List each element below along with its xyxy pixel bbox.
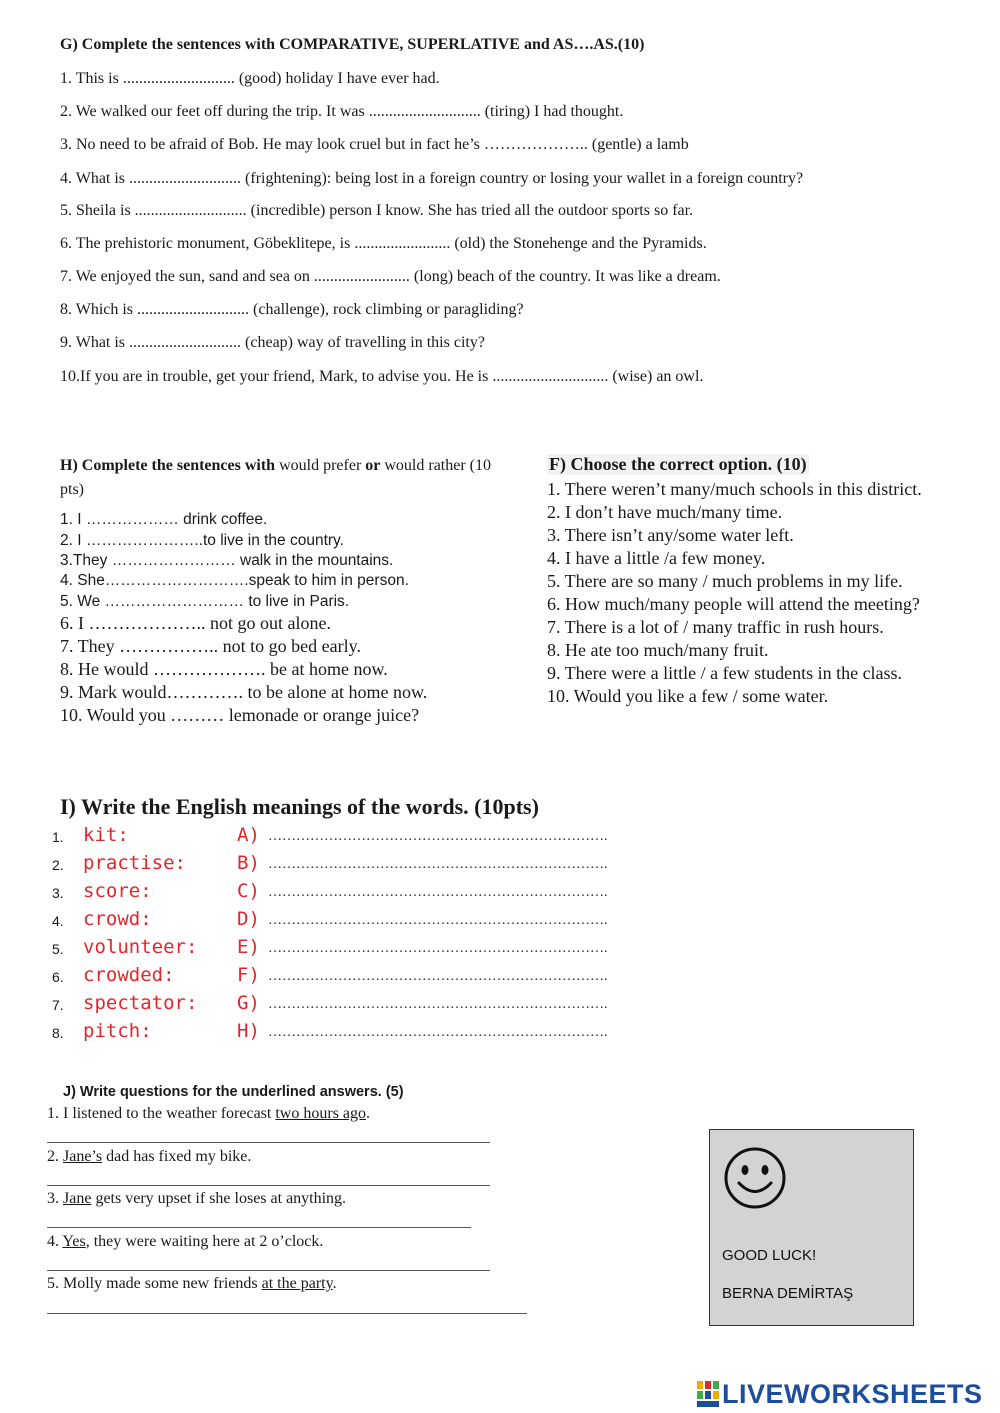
vocab-word-2: practise: <box>83 852 186 874</box>
section-h-item-3: 3.They …………………… walk in the mountains. <box>60 552 394 569</box>
vocab-letter-4: D) <box>237 908 260 930</box>
vocab-word-3: score: <box>83 880 152 902</box>
section-h-title <box>60 454 500 502</box>
vocab-answer-line-5[interactable]: ………………………………………………………………. <box>268 941 608 956</box>
section-h-title-phrase1: would prefer <box>275 457 366 474</box>
section-h-title-or: or <box>365 457 381 474</box>
section-g-item-9: 9. What is ............................ (cheap) way of travelling in this city? <box>60 334 485 351</box>
section-f-item-3: 3. There isn’t any/some water left. <box>547 525 794 545</box>
section-g-item-2: 2. We walked our feet off during the trip. It was ............................ (tiring) I had thought. <box>60 103 624 120</box>
vocab-word-5: volunteer: <box>83 936 198 958</box>
section-g-item-5: 5. Sheila is ............................ (incredible) person I know. She has tried all the outdoor sports so far. <box>60 202 694 219</box>
j2-post: dad has fixed my bike. <box>102 1148 252 1165</box>
j4-underlined: Yes <box>62 1233 86 1250</box>
j2-pre: 2. <box>47 1148 63 1165</box>
vocab-number-4: 4. <box>52 913 64 929</box>
j5-answer-line[interactable] <box>47 1313 527 1314</box>
section-h-item-7: 7. They …………….. not to go bed early. <box>60 636 361 656</box>
vocab-letter-5: E) <box>237 936 260 958</box>
section-g-title: G) Complete the sentences with COMPARATIVE, SUPERLATIVE and AS….AS.(10) <box>60 36 645 53</box>
vocab-number-8: 8. <box>52 1025 64 1041</box>
vocab-letter-8: H) <box>237 1020 260 1042</box>
author-name: BERNA DEMİRTAŞ <box>722 1285 854 1302</box>
section-f-item-8: 8. He ate too much/many fruit. <box>547 640 769 660</box>
vocab-number-6: 6. <box>52 969 64 985</box>
vocab-answer-line-4[interactable]: ………………………………………………………………. <box>268 913 608 928</box>
section-h-item-2: 2. I …………………..to live in the country. <box>60 532 344 549</box>
good-luck-text: GOOD LUCK! <box>722 1247 817 1264</box>
j1-post: . <box>366 1105 371 1122</box>
vocab-letter-6: F) <box>237 964 260 986</box>
vocab-number-5: 5. <box>52 941 64 957</box>
section-g-item-7: 7. We enjoyed the sun, sand and sea on ........................ (long) beach of the country. It was like a dream. <box>60 268 721 285</box>
j5-underlined: at the party <box>261 1275 333 1292</box>
section-h-title-phrase2: would rather (10 pts) <box>60 457 492 498</box>
vocab-number-7: 7. <box>52 997 64 1013</box>
j3-answer-line[interactable] <box>47 1227 471 1228</box>
vocab-answer-line-8[interactable]: ………………………………………………………………. <box>268 1025 608 1040</box>
liveworksheets-logo-text: LIVEWORKSHEETS <box>722 1378 983 1409</box>
j2-underlined: Jane’s <box>63 1148 103 1165</box>
j5-pre: 5. Molly made some new friends <box>47 1275 262 1292</box>
j4-pre: 4. <box>47 1233 63 1250</box>
section-f-item-4: 4. I have a little /a few money. <box>547 548 766 568</box>
vocab-answer-line-2[interactable]: ………………………………………………………………. <box>268 857 608 872</box>
vocab-word-1: kit: <box>83 824 129 846</box>
vocab-answer-line-6[interactable]: ………………………………………………………………. <box>268 969 608 984</box>
j4-answer-line[interactable] <box>47 1270 490 1271</box>
vocab-answer-line-3[interactable]: ………………………………………………………………. <box>268 885 608 900</box>
j3-post: gets very upset if she loses at anything. <box>91 1190 347 1207</box>
vocab-word-4: crowd: <box>83 908 152 930</box>
j1-underlined: two hours ago <box>275 1105 367 1122</box>
j2-answer-line[interactable] <box>47 1185 490 1186</box>
section-f-item-6: 6. How much/many people will attend the meeting? <box>547 594 920 614</box>
vocab-letter-3: C) <box>237 880 260 902</box>
section-j-title: J) Write questions for the underlined answers. (5) <box>63 1084 404 1100</box>
vocab-letter-2: B) <box>237 852 260 874</box>
section-h-item-8: 8. He would ………………. be at home now. <box>60 659 388 679</box>
section-j-item-5 <box>47 1275 337 1293</box>
section-f-item-5: 5. There are so many / much problems in my life. <box>547 571 903 591</box>
section-f-item-2: 2. I don’t have much/many time. <box>547 502 783 522</box>
section-j-item-3 <box>47 1190 346 1208</box>
section-h-item-10: 10. Would you ……… lemonade or orange juice? <box>60 705 420 725</box>
section-h-title-bold: H) Complete the sentences with <box>60 457 276 474</box>
section-f-item-10: 10. Would you like a few / some water. <box>547 686 829 706</box>
section-g-item-8: 8. Which is ............................ (challenge), rock climbing or paragliding? <box>60 301 524 318</box>
section-g-item-4: 4. What is ............................ (frightening): being lost in a foreign country or losing your wallet in a foreign country? <box>60 170 804 187</box>
section-j-item-2 <box>47 1148 251 1166</box>
section-f-item-1: 1. There weren’t many/much schools in this district. <box>547 479 922 499</box>
section-f-title: F) Choose the correct option. (10) <box>549 454 807 474</box>
section-j-item-1 <box>47 1105 370 1123</box>
vocab-answer-line-1[interactable]: ………………………………………………………………. <box>268 829 608 844</box>
vocab-number-3: 3. <box>52 885 64 901</box>
j1-answer-line[interactable] <box>47 1142 490 1143</box>
section-h-item-9: 9. Mark would…………. to be alone at home now. <box>60 682 428 702</box>
j3-pre: 3. <box>47 1190 63 1207</box>
section-h-item-6: 6. I ……………….. not go out alone. <box>60 613 331 633</box>
section-i-title: I) Write the English meanings of the words. (10pts) <box>60 794 539 819</box>
section-g-item-10: 10.If you are in trouble, get your friend, Mark, to advise you. He is ............................. (wise) an owl. <box>60 368 704 385</box>
vocab-word-8: pitch: <box>83 1020 152 1042</box>
j4-post: , they were waiting here at 2 o’clock. <box>85 1233 324 1250</box>
section-g-item-3: 3. No need to be afraid of Bob. He may look cruel but in fact he’s ……………….. (gentle) a lamb <box>60 136 689 153</box>
vocab-answer-line-7[interactable]: ………………………………………………………………. <box>268 997 608 1012</box>
section-j-item-4 <box>47 1233 323 1251</box>
vocab-letter-1: A) <box>237 824 260 846</box>
section-f-item-7: 7. There is a lot of / many traffic in rush hours. <box>547 617 884 637</box>
vocab-letter-7: G) <box>237 992 260 1014</box>
section-h-item-4: 4. She……………………….speak to him in person. <box>60 572 409 589</box>
vocab-word-6: crowded: <box>83 964 175 986</box>
section-h-item-1: 1. I ……………… drink coffee. <box>60 511 268 528</box>
smiley-icon <box>722 1145 788 1211</box>
section-f-item-9: 9. There were a little / a few students in the class. <box>547 663 903 683</box>
vocab-word-7: spectator: <box>83 992 198 1014</box>
section-g-item-6: 6. The prehistoric monument, Göbeklitepe, is ........................ (old) the Stonehenge and the Pyramids. <box>60 235 707 252</box>
liveworksheets-logo-icon <box>697 1381 719 1407</box>
j1-pre: 1. I listened to the weather forecast <box>47 1105 276 1122</box>
j5-post: . <box>332 1275 337 1292</box>
section-h-item-5: 5. We ……………………… to live in Paris. <box>60 593 350 610</box>
vocab-number-1: 1. <box>52 829 64 845</box>
section-g-item-1: 1. This is ............................ (good) holiday I have ever had. <box>60 70 440 87</box>
vocab-number-2: 2. <box>52 857 64 873</box>
liveworksheets-logo[interactable] <box>697 1377 983 1411</box>
j3-underlined: Jane <box>63 1190 92 1207</box>
